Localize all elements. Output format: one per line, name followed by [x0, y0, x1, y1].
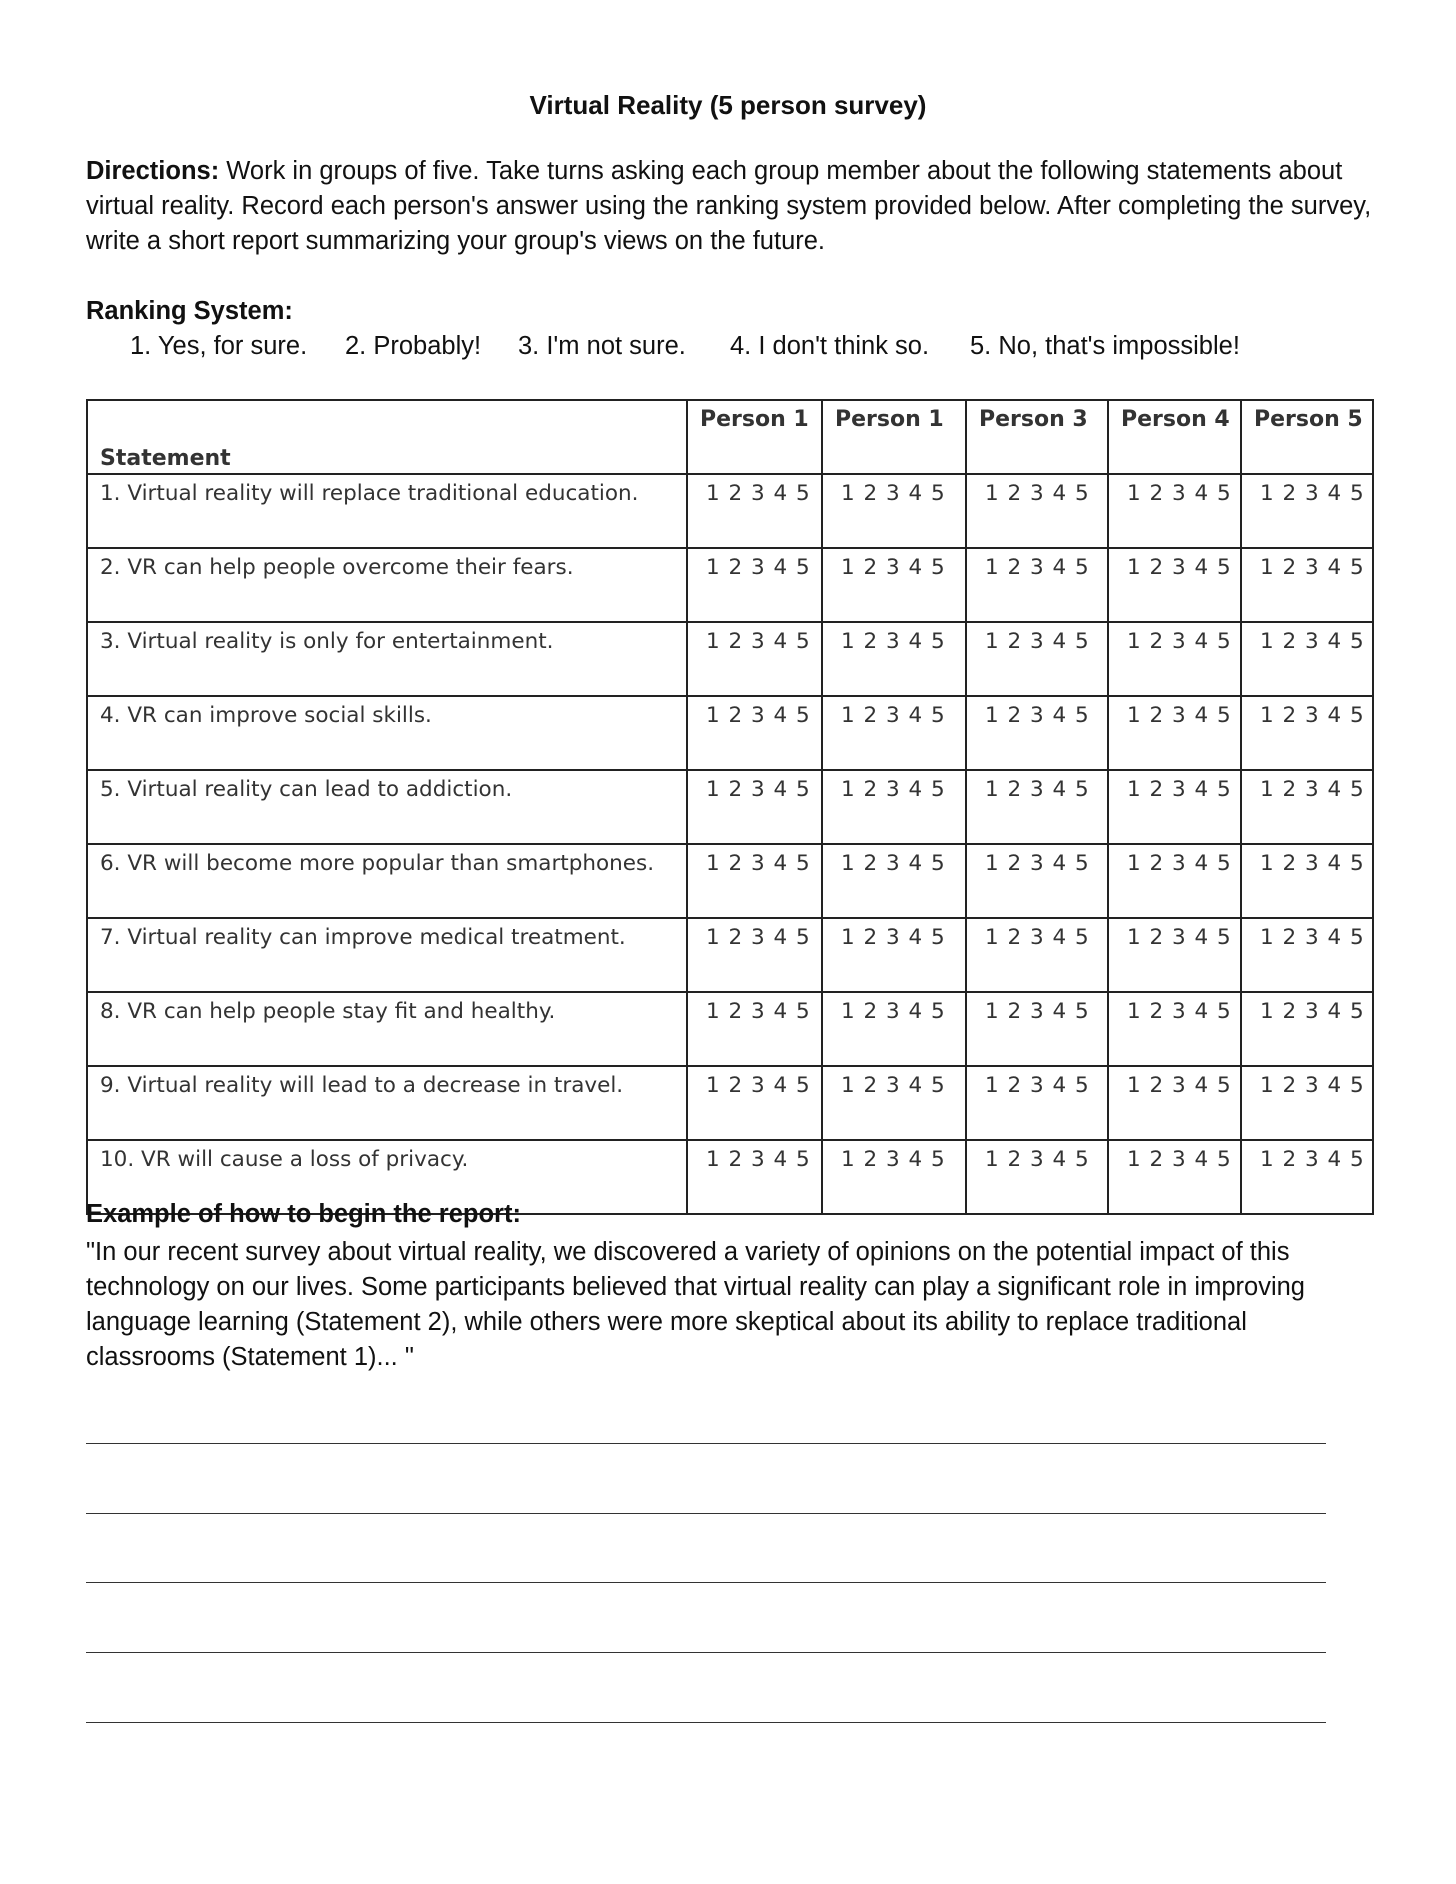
statement-cell: 9. Virtual reality will lead to a decrease in travel.	[87, 1066, 687, 1140]
rating-scale-cell[interactable]: 1 2 3 4 5	[822, 992, 966, 1066]
statement-cell: 3. Virtual reality is only for entertainment.	[87, 622, 687, 696]
table-row	[87, 992, 1373, 1066]
rating-scale-cell[interactable]: 1 2 3 4 5	[687, 770, 822, 844]
ranking-option-5: 5. No, that's impossible!	[970, 332, 1240, 360]
rating-scale-cell[interactable]: 1 2 3 4 5	[1108, 696, 1241, 770]
rating-scale-cell[interactable]: 1 2 3 4 5	[966, 1140, 1108, 1214]
rating-scale-cell[interactable]: 1 2 3 4 5	[1241, 918, 1373, 992]
rating-scale-cell[interactable]: 1 2 3 4 5	[687, 696, 822, 770]
statement-cell: 5. Virtual reality can lead to addiction.	[87, 770, 687, 844]
report-writing-line[interactable]	[86, 1582, 1326, 1583]
rating-scale-cell[interactable]: 1 2 3 4 5	[687, 992, 822, 1066]
rating-scale-cell[interactable]: 1 2 3 4 5	[1108, 992, 1241, 1066]
ranking-option-3: 3. I'm not sure.	[518, 332, 686, 360]
statement-cell: 10. VR will cause a loss of privacy.	[87, 1140, 687, 1214]
rating-scale-cell[interactable]: 1 2 3 4 5	[1241, 992, 1373, 1066]
rating-scale-cell[interactable]: 1 2 3 4 5	[966, 1066, 1108, 1140]
survey-table-body	[87, 474, 1373, 1214]
rating-scale-cell[interactable]: 1 2 3 4 5	[966, 622, 1108, 696]
rating-scale-cell[interactable]: 1 2 3 4 5	[1108, 548, 1241, 622]
person-column-header: Person 1	[687, 400, 822, 474]
person-column-header: Person 1	[822, 400, 966, 474]
table-row	[87, 548, 1373, 622]
rating-scale-cell[interactable]: 1 2 3 4 5	[822, 622, 966, 696]
rating-scale-cell[interactable]: 1 2 3 4 5	[1108, 1140, 1241, 1214]
table-row	[87, 770, 1373, 844]
rating-scale-cell[interactable]: 1 2 3 4 5	[687, 1140, 822, 1214]
rating-scale-cell[interactable]: 1 2 3 4 5	[1108, 770, 1241, 844]
rating-scale-cell[interactable]: 1 2 3 4 5	[822, 918, 966, 992]
rating-scale-cell[interactable]: 1 2 3 4 5	[1241, 622, 1373, 696]
report-writing-line[interactable]	[86, 1443, 1326, 1444]
rating-scale-cell[interactable]: 1 2 3 4 5	[1108, 1066, 1241, 1140]
rating-scale-cell[interactable]: 1 2 3 4 5	[822, 696, 966, 770]
rating-scale-cell[interactable]: 1 2 3 4 5	[1241, 1066, 1373, 1140]
rating-scale-cell[interactable]: 1 2 3 4 5	[822, 1066, 966, 1140]
rating-scale-cell[interactable]: 1 2 3 4 5	[1241, 696, 1373, 770]
rating-scale-cell[interactable]: 1 2 3 4 5	[822, 1140, 966, 1214]
ranking-option-1: 1. Yes, for sure.	[130, 332, 308, 360]
table-row	[87, 918, 1373, 992]
report-writing-line[interactable]	[86, 1513, 1326, 1514]
statement-cell: 2. VR can help people overcome their fears.	[87, 548, 687, 622]
directions-label: Directions:	[86, 157, 220, 185]
ranking-option-4: 4. I don't think so.	[730, 332, 930, 360]
rating-scale-cell[interactable]: 1 2 3 4 5	[966, 696, 1108, 770]
rating-scale-cell[interactable]: 1 2 3 4 5	[822, 474, 966, 548]
statement-cell: 7. Virtual reality can improve medical treatment.	[87, 918, 687, 992]
table-row	[87, 622, 1373, 696]
table-header-row	[87, 400, 1373, 474]
rating-scale-cell[interactable]: 1 2 3 4 5	[1241, 844, 1373, 918]
statement-cell: 8. VR can help people stay fit and healthy.	[87, 992, 687, 1066]
ranking-system-heading: Ranking System:	[86, 297, 293, 325]
statement-cell: 4. VR can improve social skills.	[87, 696, 687, 770]
rating-scale-cell[interactable]: 1 2 3 4 5	[966, 474, 1108, 548]
rating-scale-cell[interactable]: 1 2 3 4 5	[1241, 548, 1373, 622]
rating-scale-cell[interactable]: 1 2 3 4 5	[687, 844, 822, 918]
rating-scale-cell[interactable]: 1 2 3 4 5	[1108, 474, 1241, 548]
person-column-header: Person 3	[966, 400, 1108, 474]
page-title: Virtual Reality (5 person survey)	[529, 90, 927, 120]
statement-cell: 6. VR will become more popular than smartphones.	[87, 844, 687, 918]
rating-scale-cell[interactable]: 1 2 3 4 5	[966, 770, 1108, 844]
rating-scale-cell[interactable]: 1 2 3 4 5	[687, 622, 822, 696]
statement-cell: 1. Virtual reality will replace traditional education.	[87, 474, 687, 548]
statement-column-header: Statement	[87, 400, 687, 474]
rating-scale-cell[interactable]: 1 2 3 4 5	[1108, 844, 1241, 918]
table-row	[87, 1066, 1373, 1140]
rating-scale-cell[interactable]: 1 2 3 4 5	[1241, 770, 1373, 844]
rating-scale-cell[interactable]: 1 2 3 4 5	[966, 918, 1108, 992]
directions-paragraph	[86, 154, 1386, 259]
rating-scale-cell[interactable]: 1 2 3 4 5	[1241, 474, 1373, 548]
example-heading: Example of how to begin the report:	[86, 1200, 521, 1228]
rating-scale-cell[interactable]: 1 2 3 4 5	[822, 844, 966, 918]
rating-scale-cell[interactable]: 1 2 3 4 5	[1241, 1140, 1373, 1214]
rating-scale-cell[interactable]: 1 2 3 4 5	[822, 548, 966, 622]
rating-scale-cell[interactable]: 1 2 3 4 5	[1108, 918, 1241, 992]
rating-scale-cell[interactable]: 1 2 3 4 5	[966, 548, 1108, 622]
table-row	[87, 474, 1373, 548]
table-row	[87, 696, 1373, 770]
report-writing-line[interactable]	[86, 1652, 1326, 1653]
rating-scale-cell[interactable]: 1 2 3 4 5	[966, 992, 1108, 1066]
rating-scale-cell[interactable]: 1 2 3 4 5	[966, 844, 1108, 918]
rating-scale-cell[interactable]: 1 2 3 4 5	[687, 1066, 822, 1140]
person-column-header: Person 5	[1241, 400, 1373, 474]
example-text: "In our recent survey about virtual reality, we discovered a variety of opinions on the potential impact of this technology on our lives. Some participants believed that virtual reality can play a significant role in improving language learning (Statement 2), while others were more skeptical about its ability to replace traditional classrooms (Statement 1)... "	[86, 1238, 1305, 1371]
directions-text: Work in groups of five. Take turns asking each group member about the following statements about virtual reality. Record each person's answer using the ranking system provided below. After completing the survey, write a short report summarizing your group's views on the future.	[86, 157, 1372, 255]
report-writing-line[interactable]	[86, 1722, 1326, 1723]
rating-scale-cell[interactable]: 1 2 3 4 5	[1108, 622, 1241, 696]
person-column-header: Person 4	[1108, 400, 1241, 474]
survey-table	[86, 399, 1374, 1215]
rating-scale-cell[interactable]: 1 2 3 4 5	[687, 474, 822, 548]
rating-scale-cell[interactable]: 1 2 3 4 5	[822, 770, 966, 844]
table-row	[87, 844, 1373, 918]
rating-scale-cell[interactable]: 1 2 3 4 5	[687, 918, 822, 992]
rating-scale-cell[interactable]: 1 2 3 4 5	[687, 548, 822, 622]
ranking-option-2: 2. Probably!	[345, 332, 482, 360]
